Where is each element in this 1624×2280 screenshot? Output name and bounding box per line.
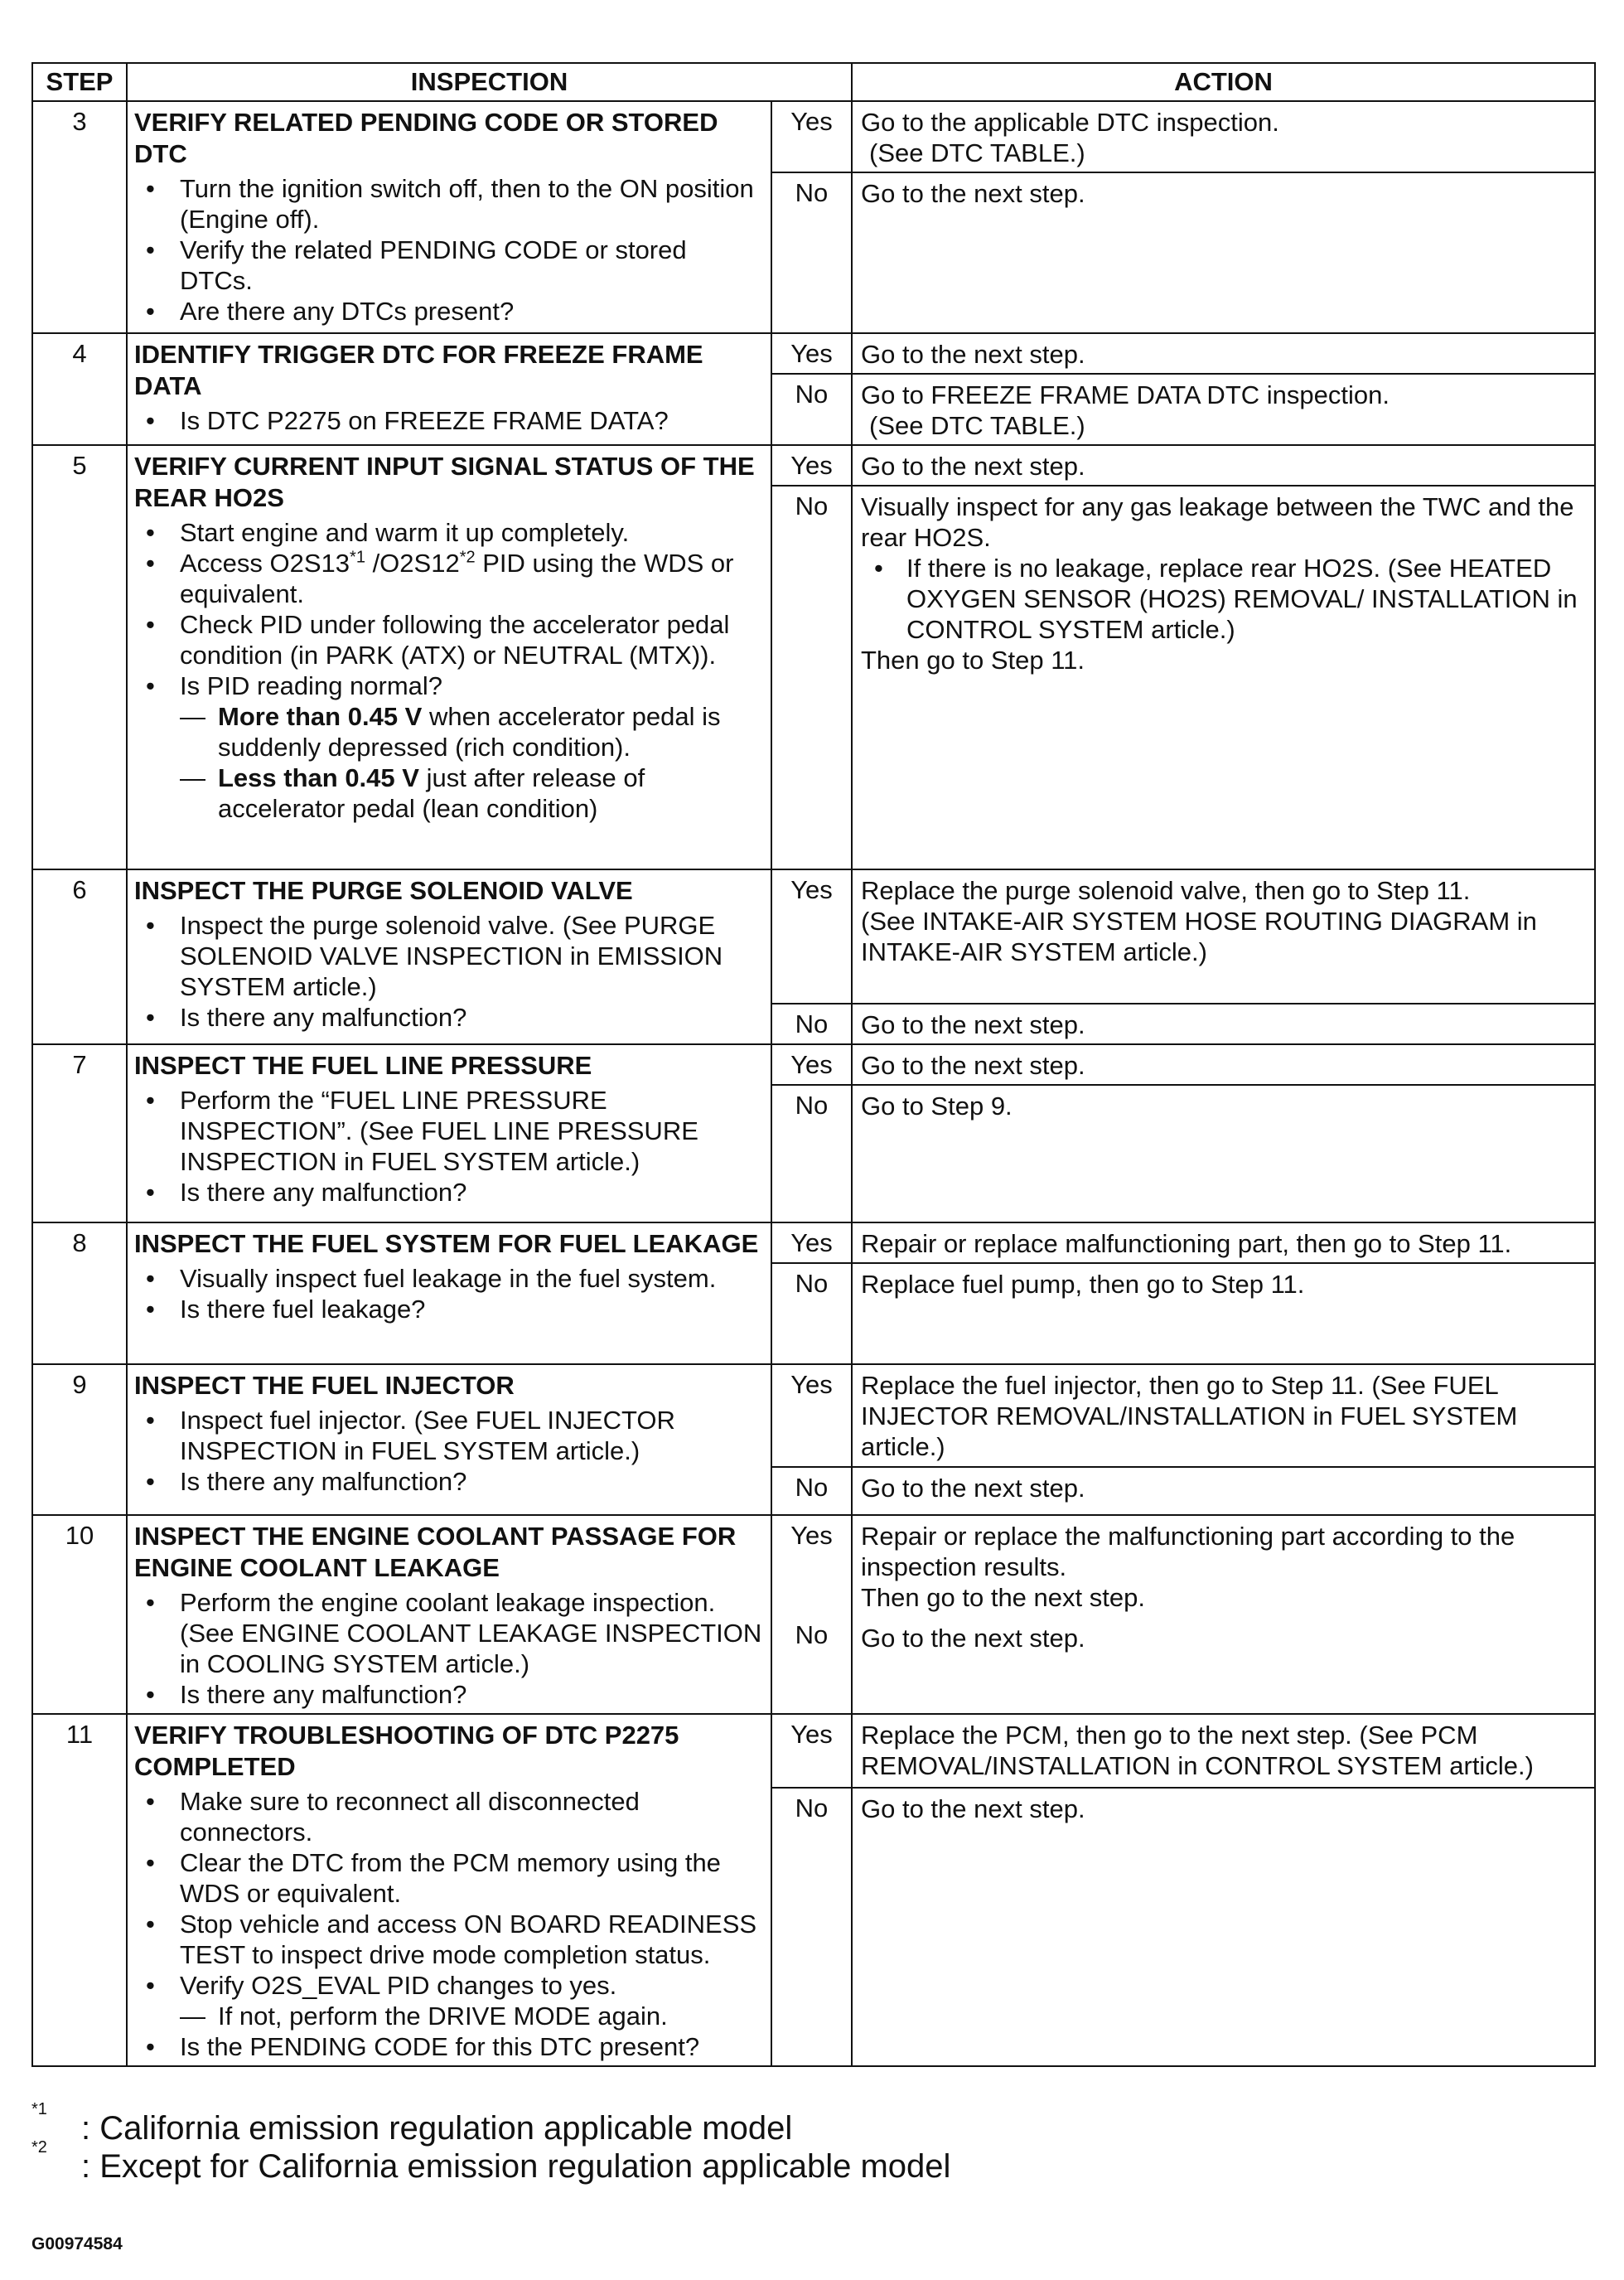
yes-action <box>852 869 1595 1004</box>
inspection-bullet: • Is there fuel leakage? <box>134 1294 766 1324</box>
inspection-title: INSPECT THE FUEL INJECTOR <box>134 1371 515 1400</box>
table-row <box>32 1364 1595 1467</box>
bullet-text: /O2S12 <box>365 549 460 578</box>
inspection-bullet: • Is there any malfunction? <box>134 1466 766 1497</box>
inspection-bullet <box>134 670 766 824</box>
inspection-bullet: • Check PID under following the accelerator pedal condition (in PARK (ATX) or NEUTRAL (MTX)). <box>134 609 766 670</box>
condition-text: just after release of accelerator pedal (lean condition) <box>218 763 645 823</box>
inspection-cell <box>127 869 771 1044</box>
no-label: No <box>771 486 852 869</box>
inspection-bullet: • Is there any malfunction? <box>134 1679 766 1710</box>
no-label: No <box>771 374 852 445</box>
step-number: 7 <box>32 1044 127 1222</box>
inspection-bullet: • Perform the “FUEL LINE PRESSURE INSPECTION”. (See FUEL LINE PRESSURE INSPECTION in FUEL SYSTEM article.) <box>134 1085 766 1177</box>
action-text: Go to FREEZE FRAME DATA DTC inspection. <box>861 380 1390 409</box>
inspection-title: IDENTIFY TRIGGER DTC FOR FREEZE FRAME DATA <box>134 340 703 400</box>
yes-action: Go to the next step. <box>852 1044 1595 1085</box>
inspection-bullet <box>134 1970 766 2031</box>
dash: — <box>180 702 205 731</box>
inspection-title: INSPECT THE ENGINE COOLANT PASSAGE FOR ENGINE COOLANT LEAKAGE <box>134 1522 737 1582</box>
step-number: 8 <box>32 1222 127 1364</box>
inspection-table-container <box>31 62 1594 2067</box>
sub-condition <box>180 701 766 762</box>
yes-action: Go to the next step. <box>852 333 1595 374</box>
no-label: No <box>771 1467 852 1515</box>
inspection-bullet: • Stop vehicle and access ON BOARD READINESS TEST to inspect drive mode completion status. <box>134 1909 766 1970</box>
action-text: (See DTC TABLE.) <box>869 411 1085 440</box>
yes-label: Yes <box>771 1044 852 1085</box>
no-action: Replace fuel pump, then go to Step 11. <box>852 1263 1595 1364</box>
footnote-text: : Except for California emission regulation applicable model <box>81 2148 951 2185</box>
condition-value: More than 0.45 V <box>218 702 423 731</box>
sub-condition <box>180 762 766 824</box>
step-number: 9 <box>32 1364 127 1515</box>
action-bullet: • If there is no leakage, replace rear HO2S. (See HEATED OXYGEN SENSOR (HO2S) REMOVAL/ INSTALLATION in CONTROL SYSTEM article.) <box>861 553 1589 645</box>
inspection-bullet: • Inspect fuel injector. (See FUEL INJECTOR INSPECTION in FUEL SYSTEM article.) <box>134 1405 766 1466</box>
inspection-title: INSPECT THE FUEL LINE PRESSURE <box>134 1051 592 1080</box>
step-column-header: STEP <box>32 63 127 101</box>
no-label: No <box>771 1263 852 1364</box>
inspection-bullet: • Are there any DTCs present? <box>134 296 766 327</box>
yes-label: Yes <box>771 1222 852 1263</box>
figure-id: G00974584 <box>31 2234 123 2253</box>
inspection-bullet: • Is DTC P2275 on FREEZE FRAME DATA? <box>134 405 766 436</box>
yes-action <box>852 101 1595 172</box>
yes-no-labels <box>771 1515 852 1714</box>
step-number: 6 <box>32 869 127 1044</box>
no-action <box>852 374 1595 445</box>
table-row <box>32 445 1595 486</box>
inspection-cell <box>127 1044 771 1222</box>
dash: — <box>180 763 205 792</box>
footnote: *2 : Except for California emission regulation applicable model <box>31 2138 951 2185</box>
inspection-cell <box>127 1515 771 1714</box>
inspection-cell <box>127 333 771 445</box>
inspection-bullet: • Visually inspect fuel leakage in the fuel system. <box>134 1263 766 1294</box>
inspection-bullet: • Is there any malfunction? <box>134 1002 766 1033</box>
inspection-bullet: • Verify the related PENDING CODE or stored DTCs. <box>134 235 766 296</box>
condition-text: when accelerator pedal is suddenly depressed (rich condition). <box>218 702 721 762</box>
inspection-bullet: • Clear the DTC from the PCM memory using the WDS or equivalent. <box>134 1847 766 1909</box>
inspection-cell <box>127 1222 771 1364</box>
footnote-ref: *1 <box>350 548 365 567</box>
yes-action: Repair or replace malfunctioning part, then go to Step 11. <box>852 1222 1595 1263</box>
no-action: Go to the next step. <box>852 1004 1595 1044</box>
inspection-title: VERIFY TROUBLESHOOTING OF DTC P2275 COMPLETED <box>134 1721 679 1781</box>
condition-text: If not, perform the DRIVE MODE again. <box>218 2002 668 2031</box>
yes-label: Yes <box>771 1714 852 1788</box>
step-number: 11 <box>32 1714 127 2066</box>
action-text: Replace the purge solenoid valve, then go to Step 11. <box>861 876 1471 905</box>
yes-label: Yes <box>771 333 852 374</box>
action-text: Then go to Step 11. <box>861 646 1085 675</box>
yes-no-actions <box>852 1515 1595 1714</box>
footnote-text: : California emission regulation applicable model <box>81 2110 793 2147</box>
inspection-title: VERIFY RELATED PENDING CODE OR STORED DTC <box>134 108 718 168</box>
no-action: Go to the next step. <box>852 1467 1595 1515</box>
table-row <box>32 1515 1595 1714</box>
bullet-text: • Is PID reading normal? <box>180 671 443 700</box>
table-row <box>32 869 1595 1004</box>
inspection-bullet <box>134 548 766 609</box>
condition-value: Less than 0.45 V <box>218 763 419 792</box>
inspection-title: INSPECT THE FUEL SYSTEM FOR FUEL LEAKAGE <box>134 1229 759 1258</box>
footnote-ref: *2 <box>459 548 476 567</box>
inspection-title: INSPECT THE PURGE SOLENOID VALVE <box>134 876 633 905</box>
no-action <box>852 486 1595 869</box>
table-header-row <box>32 63 1595 101</box>
table-row <box>32 101 1595 172</box>
inspection-bullet: • Is there any malfunction? <box>134 1177 766 1208</box>
no-label: No <box>771 172 852 333</box>
inspection-cell <box>127 101 771 333</box>
action-text: Visually inspect for any gas leakage between the TWC and the rear HO2S. <box>861 492 1574 552</box>
inspection-bullet: • Inspect the purge solenoid valve. (See PURGE SOLENOID VALVE INSPECTION in EMISSION SYSTEM article.) <box>134 910 766 1002</box>
inspection-cell <box>127 1364 771 1515</box>
action-text: (See INTAKE-AIR SYSTEM HOSE ROUTING DIAGRAM in INTAKE-AIR SYSTEM article.) <box>861 907 1537 966</box>
no-label: No <box>795 1620 829 1649</box>
yes-label: Yes <box>771 1364 852 1467</box>
inspection-column-header: INSPECTION <box>127 63 852 101</box>
no-action: Go to the next step. <box>852 1788 1595 2066</box>
no-label: No <box>771 1788 852 2066</box>
inspection-bullet: • Perform the engine coolant leakage inspection. (See ENGINE COOLANT LEAKAGE INSPECTION in COOLING SYSTEM article.) <box>134 1587 766 1679</box>
action-text: Go to the applicable DTC inspection. <box>861 108 1279 137</box>
table-row <box>32 1714 1595 1788</box>
action-column-header: ACTION <box>852 63 1595 101</box>
dash: — <box>180 2002 205 2031</box>
yes-label: Yes <box>771 869 852 1004</box>
bullet-text: PID using the WDS or equivalent. <box>180 549 734 608</box>
sub-condition <box>180 2001 766 2031</box>
yes-label: Yes <box>771 101 852 172</box>
inspection-bullet: • Make sure to reconnect all disconnected connectors. <box>134 1786 766 1847</box>
step-number: 3 <box>32 101 127 333</box>
inspection-cell <box>127 445 771 869</box>
step-number: 4 <box>32 333 127 445</box>
footnote: *1 : California emission regulation applicable model <box>31 2100 793 2147</box>
yes-label: Yes <box>790 1521 833 1550</box>
inspection-bullet: • Start engine and warm it up completely. <box>134 517 766 548</box>
yes-label: Yes <box>771 445 852 486</box>
table-row <box>32 333 1595 374</box>
bullet-text: Access O2S13 <box>180 549 350 578</box>
bullet-text: • Verify O2S_EVAL PID changes to yes. <box>180 1971 617 2000</box>
table-row <box>32 1222 1595 1263</box>
no-label: No <box>771 1004 852 1044</box>
table-row <box>32 1044 1595 1085</box>
yes-action: Then go to the next step. <box>861 1583 1145 1612</box>
yes-action: Go to the next step. <box>852 445 1595 486</box>
no-action: Go to the next step. <box>852 172 1595 333</box>
inspection-bullet: • Is the PENDING CODE for this DTC present? <box>134 2031 766 2062</box>
inspection-bullet: • Turn the ignition switch off, then to the ON position (Engine off). <box>134 173 766 235</box>
no-action: Go to the next step. <box>861 1624 1085 1653</box>
no-label: No <box>771 1085 852 1222</box>
inspection-cell <box>127 1714 771 2066</box>
footnotes <box>31 2100 951 2186</box>
action-text: (See DTC TABLE.) <box>869 138 1085 167</box>
inspection-table <box>31 62 1596 2067</box>
no-action: Go to Step 9. <box>852 1085 1595 1222</box>
yes-action: Replace the fuel injector, then go to Step 11. (See FUEL INJECTOR REMOVAL/INSTALLATION in FUEL SYSTEM article.) <box>852 1364 1595 1467</box>
yes-action: Repair or replace the malfunctioning part according to the inspection results. <box>861 1522 1515 1581</box>
yes-action: Replace the PCM, then go to the next step. (See PCM REMOVAL/INSTALLATION in CONTROL SYSTEM article.) <box>852 1714 1595 1788</box>
step-number: 10 <box>32 1515 127 1714</box>
inspection-title: VERIFY CURRENT INPUT SIGNAL STATUS OF THE REAR HO2S <box>134 452 755 512</box>
step-number: 5 <box>32 445 127 869</box>
